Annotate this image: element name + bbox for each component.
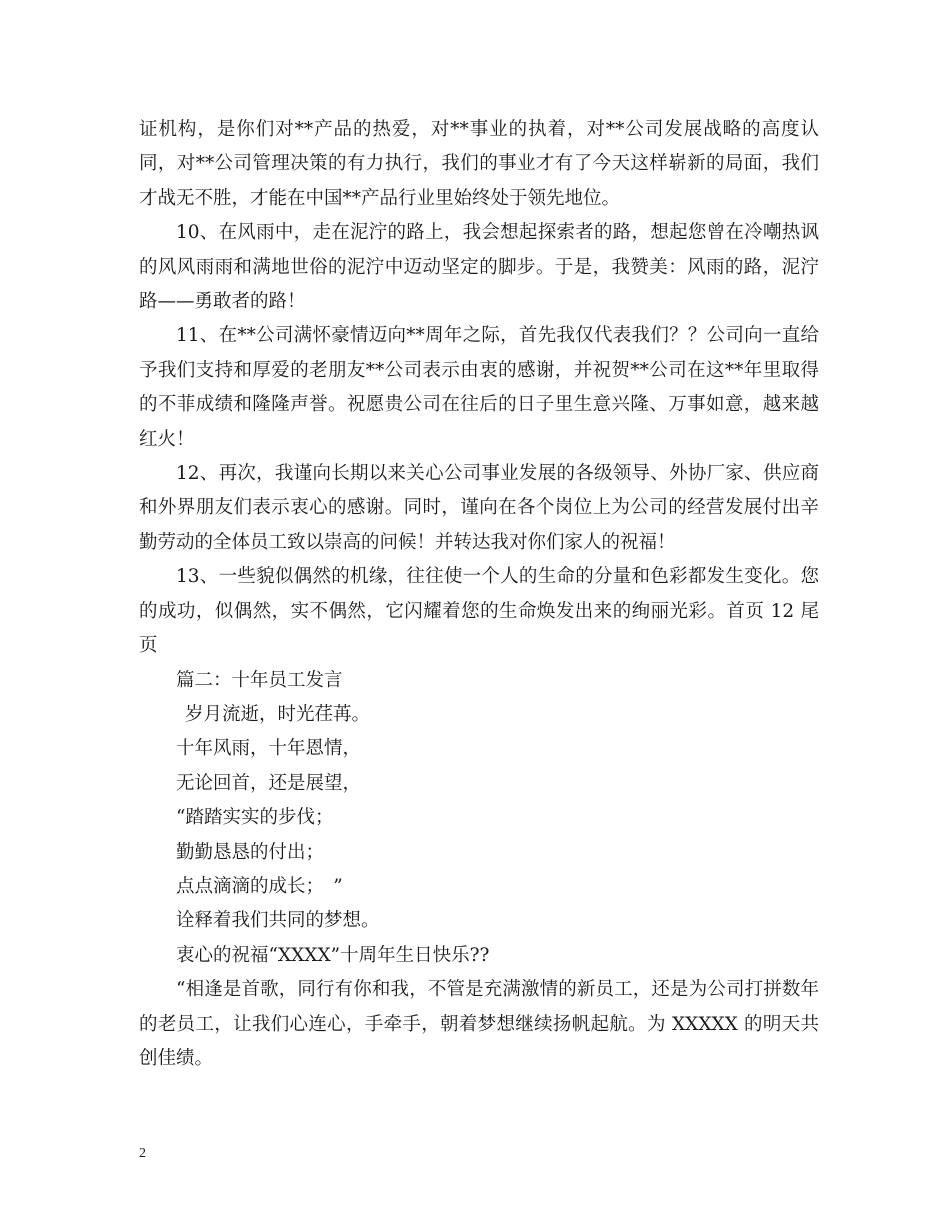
paragraph-10: 10、在风雨中，走在泥泞的路上，我会想起探索者的路，想起您曾在冷嘲热讽的风风雨雨和满地世俗的泥泞中迈动坚定的脚步。于是，我赞美：风雨的路，泥泞路——勇敢者的路！ [139, 222, 819, 313]
poem-line-3: 无论回首，还是展望， [176, 772, 362, 794]
poem-line-6: 点点滴滴的成长； ” [176, 875, 343, 897]
section-heading: 篇二：十年员工发言 [176, 669, 343, 691]
poem-line-1: 岁月流逝，时光荏苒。 [185, 703, 371, 725]
poem-line-5: 勤勤恳恳的付出； [176, 841, 325, 863]
paragraph-11: 11、在**公司满怀豪情迈向**周年之际，首先我仅代表我们？？公司向一直给予我们支持和厚爱的老朋友**公司表示由衷的感谢，并祝贺**公司在这**年里取得的不菲成绩和隆隆声誉。祝愿贵公司在往后的日子里生意兴隆、万事如意，越来越红火！ [139, 325, 819, 450]
poem-line-2: 十年风雨，十年恩情， [176, 738, 362, 760]
page-number: 2 [139, 1146, 146, 1161]
poem-line-8: 衷心的祝福“XXXX”十周年生日快乐?? [176, 944, 490, 966]
paragraph-continued: 证机构，是你们对**产品的热爱，对**事业的执着，对**公司发展战略的高度认同，对**公司管理决策的有力执行，我们的事业才有了今天这样崭新的局面，我们才战无不胜，才能在中国**产品行业里始终处于领先地位。 [139, 119, 819, 209]
closing-paragraph: “相逢是首歌，同行有你和我，不管是充满激情的新员工，还是为公司打拼数年的老员工，让我们心连心，手牵手，朝着梦想继续扬帆起航。为 XXXXX 的明天共创佳绩。 [139, 979, 819, 1069]
document-body [139, 113, 819, 1076]
paragraph-13: 13、一些貌似偶然的机缘，往往使一个人的生命的分量和色彩都发生变化。您的成功，似偶然，实不偶然，它闪耀着您的生命焕发出来的绚丽光彩。首页 12 尾页 [139, 566, 819, 657]
paragraph-12: 12、再次，我谨向长期以来关心公司事业发展的各级领导、外协厂家、供应商和外界朋友们表示衷心的感谢。同时，谨向在各个岗位上为公司的经营发展付出辛勤劳动的全体员工致以崇高的问候！并转达我对你们家人的祝福！ [139, 463, 819, 553]
poem-line-7: 诠释着我们共同的梦想。 [176, 910, 380, 932]
poem-line-4: “踏踏实实的步伐； [176, 807, 334, 829]
